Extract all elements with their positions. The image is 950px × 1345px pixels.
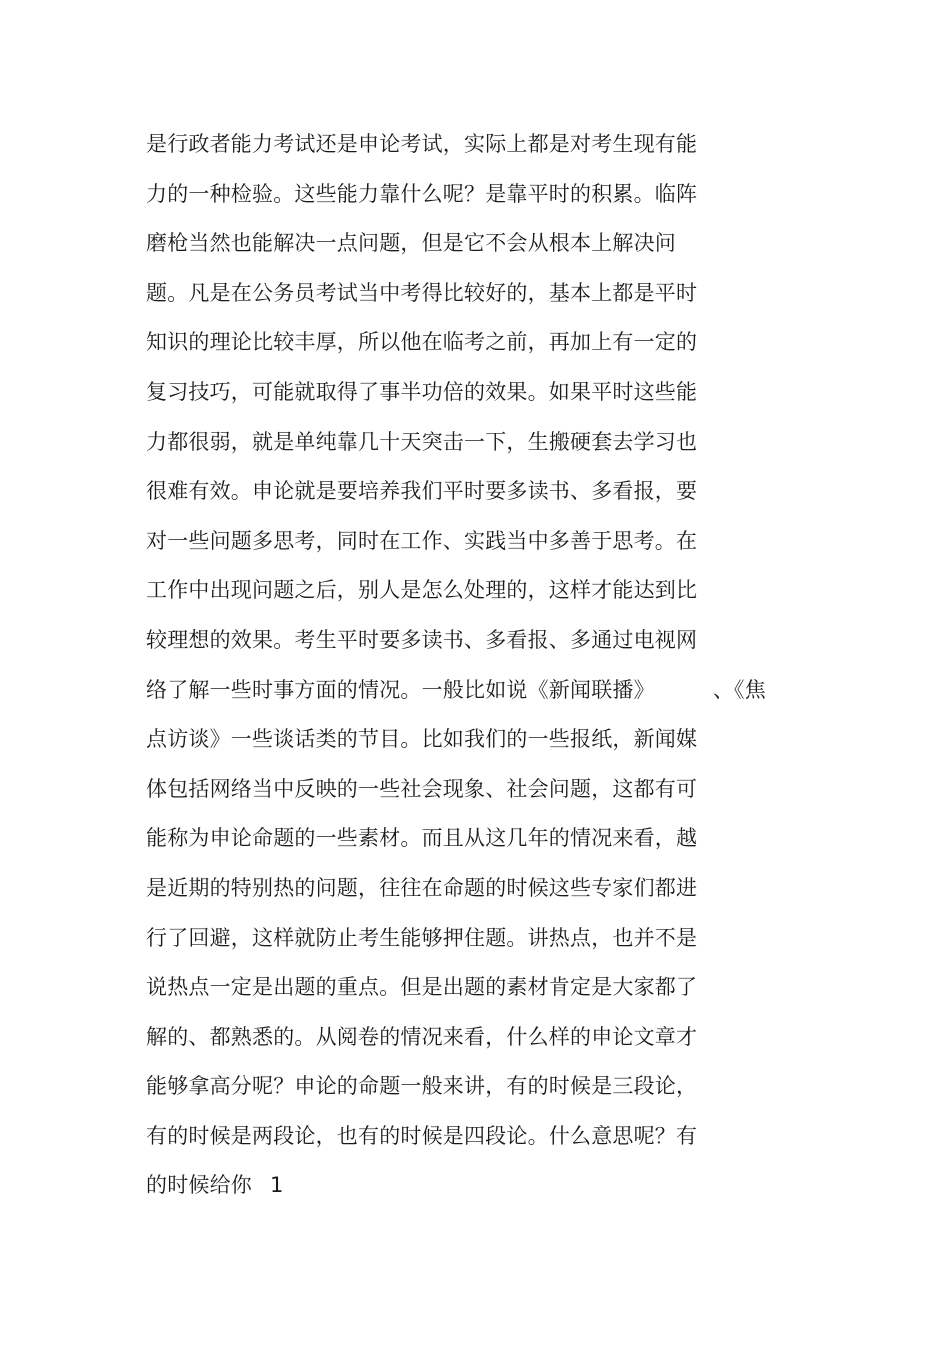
text-line-8: 很难有效。申论就是要培养我们平时要多读书、多看报，要 [146, 479, 698, 504]
text-line-22 [146, 1161, 826, 1211]
text-line-12 [146, 666, 826, 716]
text-line-12-left: 络了解一些时事方面的情况。一般比如说《新闻联播》 [146, 677, 655, 702]
page-number: 1 [270, 1173, 284, 1198]
text-line-4: 题。凡是在公务员考试当中考得比较好的，基本上都是平时 [146, 280, 698, 305]
text-line-22-text: 的时候给你 [146, 1173, 252, 1198]
text-line-2: 力的一种检验。这些能力靠什么呢？是靠平时的积累。临阵 [146, 181, 698, 206]
text-line-19: 解的、都熟悉的。从阅卷的情况来看，什么样的申论文章才 [146, 1024, 698, 1049]
text-line-17: 行了回避，这样就防止考生能够押住题。讲热点，也并不是 [146, 925, 698, 950]
body-text [146, 120, 826, 1211]
text-line-12-right: 、《焦 [712, 677, 766, 702]
text-line-11: 较理想的效果。考生平时要多读书、多看报、多通过电视网 [146, 627, 698, 652]
text-line-13: 点访谈》一些谈话类的节目。比如我们的一些报纸，新闻媒 [146, 727, 698, 752]
text-line-15: 能称为申论命题的一些素材。而且从这几年的情况来看，越 [146, 826, 698, 851]
text-line-6: 复习技巧，可能就取得了事半功倍的效果。如果平时这些能 [146, 379, 698, 404]
text-line-16: 是近期的特别热的问题，往往在命题的时候这些专家们都进 [146, 875, 698, 900]
text-line-14: 体包括网络当中反映的一些社会现象、社会问题，这都有可 [146, 776, 698, 801]
text-line-3: 磨枪当然也能解决一点问题，但是它不会从根本上解决问 [146, 231, 676, 256]
text-line-18: 说热点一定是出题的重点。但是出题的素材肯定是大家都了 [146, 975, 698, 1000]
text-line-1: 是行政者能力考试还是申论考试，实际上都是对考生现有能 [146, 132, 698, 156]
text-line-7: 力都很弱，就是单纯靠几十天突击一下，生搬硬套去学习也 [146, 429, 698, 454]
text-line-9: 对一些问题多思考，同时在工作、实践当中多善于思考。在 [146, 528, 698, 553]
text-line-10: 工作中出现问题之后，别人是怎么处理的，这样才能达到比 [146, 578, 698, 603]
text-line-5: 知识的理论比较丰厚，所以他在临考之前，再加上有一定的 [146, 330, 698, 355]
text-line-21: 有的时候是两段论，也有的时候是四段论。什么意思呢？有 [146, 1123, 698, 1148]
text-line-20: 能够拿高分呢？申论的命题一般来讲，有的时候是三段论， [146, 1074, 698, 1099]
